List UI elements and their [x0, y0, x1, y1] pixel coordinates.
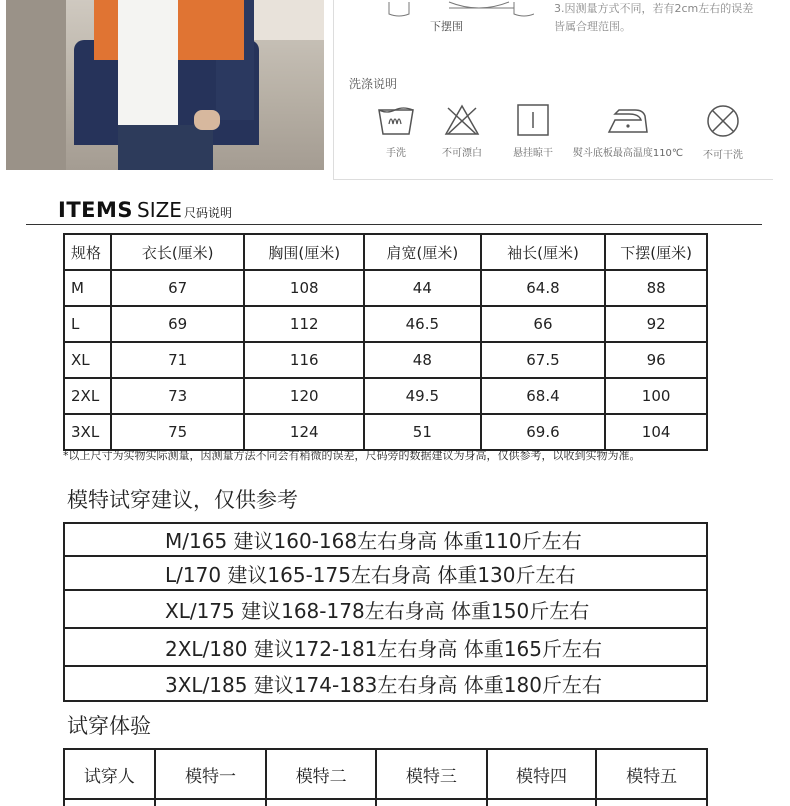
experience-header-cell: 模特二 — [266, 749, 376, 799]
size-cell: 92 — [605, 306, 707, 342]
size-cell: 67 — [111, 270, 245, 306]
recommendation-cell: XL/175 建议168-178左右身高 体重150斤左右 — [64, 590, 707, 628]
table-row — [64, 378, 707, 414]
table-row — [64, 799, 707, 806]
size-cell: 71 — [111, 342, 245, 378]
care-item-hand-wash — [374, 104, 418, 159]
recommendation-cell: 2XL/180 建议172-181左右身高 体重165斤左右 — [64, 628, 707, 666]
care-label: 不可干洗 — [703, 150, 743, 161]
hang-dry-icon — [517, 104, 549, 136]
care-title: 洗涤说明 — [349, 77, 398, 91]
measurement-note-line2: 皆属合理范围。 — [554, 20, 631, 33]
size-header-cell: 胸围(厘米) — [244, 234, 364, 270]
size-cell: 69 — [111, 306, 245, 342]
size-header-cell: 规格 — [64, 234, 111, 270]
recommendation-title: 模特试穿建议，仅供参考 — [67, 488, 298, 512]
size-cell: 48 — [364, 342, 481, 378]
size-cell: 2XL — [64, 378, 111, 414]
recommendation-cell: M/165 建议160-168左右身高 体重110斤左右 — [64, 523, 707, 556]
size-cell: 49.5 — [364, 378, 481, 414]
experience-cell — [155, 799, 267, 806]
experience-header-cell: 模特一 — [155, 749, 267, 799]
size-cell: 116 — [244, 342, 364, 378]
care-item-hang-dry — [511, 104, 555, 159]
experience-header-cell: 模特五 — [596, 749, 707, 799]
experience-header-cell: 模特三 — [376, 749, 487, 799]
iron-icon — [605, 104, 651, 136]
size-header-cell: 衣长(厘米) — [111, 234, 245, 270]
product-photo — [6, 0, 324, 170]
experience-table — [63, 748, 708, 806]
recommendation-cell: L/170 建议165-175左右身高 体重130斤左右 — [64, 556, 707, 590]
size-cell: 108 — [244, 270, 364, 306]
size-cell: 66 — [481, 306, 606, 342]
size-cell: L — [64, 306, 111, 342]
recommendation-cell: 3XL/185 建议174-183左右身高 体重180斤左右 — [64, 666, 707, 701]
table-row — [64, 306, 707, 342]
table-row — [64, 628, 707, 666]
hand-wash-icon — [377, 104, 415, 136]
no-dry-clean-icon — [706, 104, 740, 138]
size-cell: 69.6 — [481, 414, 606, 450]
care-label: 手洗 — [386, 148, 406, 159]
care-label: 熨斗底板最高温度110℃ — [572, 148, 684, 159]
size-cell: 67.5 — [481, 342, 606, 378]
table-row — [64, 523, 707, 556]
experience-header-row — [64, 749, 707, 799]
experience-cell — [376, 799, 487, 806]
care-label: 悬挂晾干 — [513, 148, 553, 159]
size-cell: 88 — [605, 270, 707, 306]
experience-header-cell: 试穿人 — [64, 749, 155, 799]
size-heading: SIZE — [137, 198, 182, 222]
section-divider — [26, 224, 762, 225]
size-cell: 3XL — [64, 414, 111, 450]
experience-cell — [266, 799, 376, 806]
size-cell: 75 — [111, 414, 245, 450]
size-cell: 44 — [364, 270, 481, 306]
size-header-cell: 袖长(厘米) — [481, 234, 606, 270]
size-cell: 124 — [244, 414, 364, 450]
care-item-no-dry-clean — [698, 104, 748, 161]
care-instructions-panel — [333, 0, 773, 180]
items-heading: ITEMS — [58, 198, 134, 222]
table-row — [64, 342, 707, 378]
table-row — [64, 270, 707, 306]
table-row — [64, 666, 707, 701]
size-table — [63, 233, 708, 451]
size-cell: 64.8 — [481, 270, 606, 306]
size-cell: 112 — [244, 306, 364, 342]
size-cell: 104 — [605, 414, 707, 450]
measurement-note — [554, 0, 769, 36]
size-cell: 51 — [364, 414, 481, 450]
hem-label: 下摆围 — [430, 20, 463, 33]
care-item-no-bleach — [437, 104, 487, 159]
experience-cell — [596, 799, 707, 806]
recommendation-table — [63, 522, 708, 702]
size-subheading: 尺码说明 — [183, 206, 232, 220]
size-section-header — [58, 198, 232, 224]
size-cell: 100 — [605, 378, 707, 414]
care-label: 不可漂白 — [442, 148, 482, 159]
care-item-iron — [566, 104, 690, 159]
size-cell: 73 — [111, 378, 245, 414]
size-table-header-row — [64, 234, 707, 270]
measurement-note-line1: 3.因测量方式不同，若有2cm左右的误差 — [554, 2, 754, 15]
size-header-cell: 肩宽(厘米) — [364, 234, 481, 270]
experience-cell — [64, 799, 155, 806]
size-cell: XL — [64, 342, 111, 378]
size-cell: 96 — [605, 342, 707, 378]
size-header-cell: 下摆(厘米) — [605, 234, 707, 270]
table-row — [64, 590, 707, 628]
table-row — [64, 556, 707, 590]
experience-header-cell: 模特四 — [487, 749, 597, 799]
size-cell: 68.4 — [481, 378, 606, 414]
size-cell: 120 — [244, 378, 364, 414]
experience-title: 试穿体验 — [67, 714, 151, 738]
table-row — [64, 414, 707, 450]
no-bleach-icon — [444, 104, 480, 136]
size-cell: 46.5 — [364, 306, 481, 342]
experience-cell — [487, 799, 597, 806]
size-cell: M — [64, 270, 111, 306]
size-footnote: *以上尺寸为实物实际测量，因测量方法不同会有稍微的误差，尺码旁的数据建议为身高，仅供参考，以收到实物为准。 — [63, 449, 641, 462]
